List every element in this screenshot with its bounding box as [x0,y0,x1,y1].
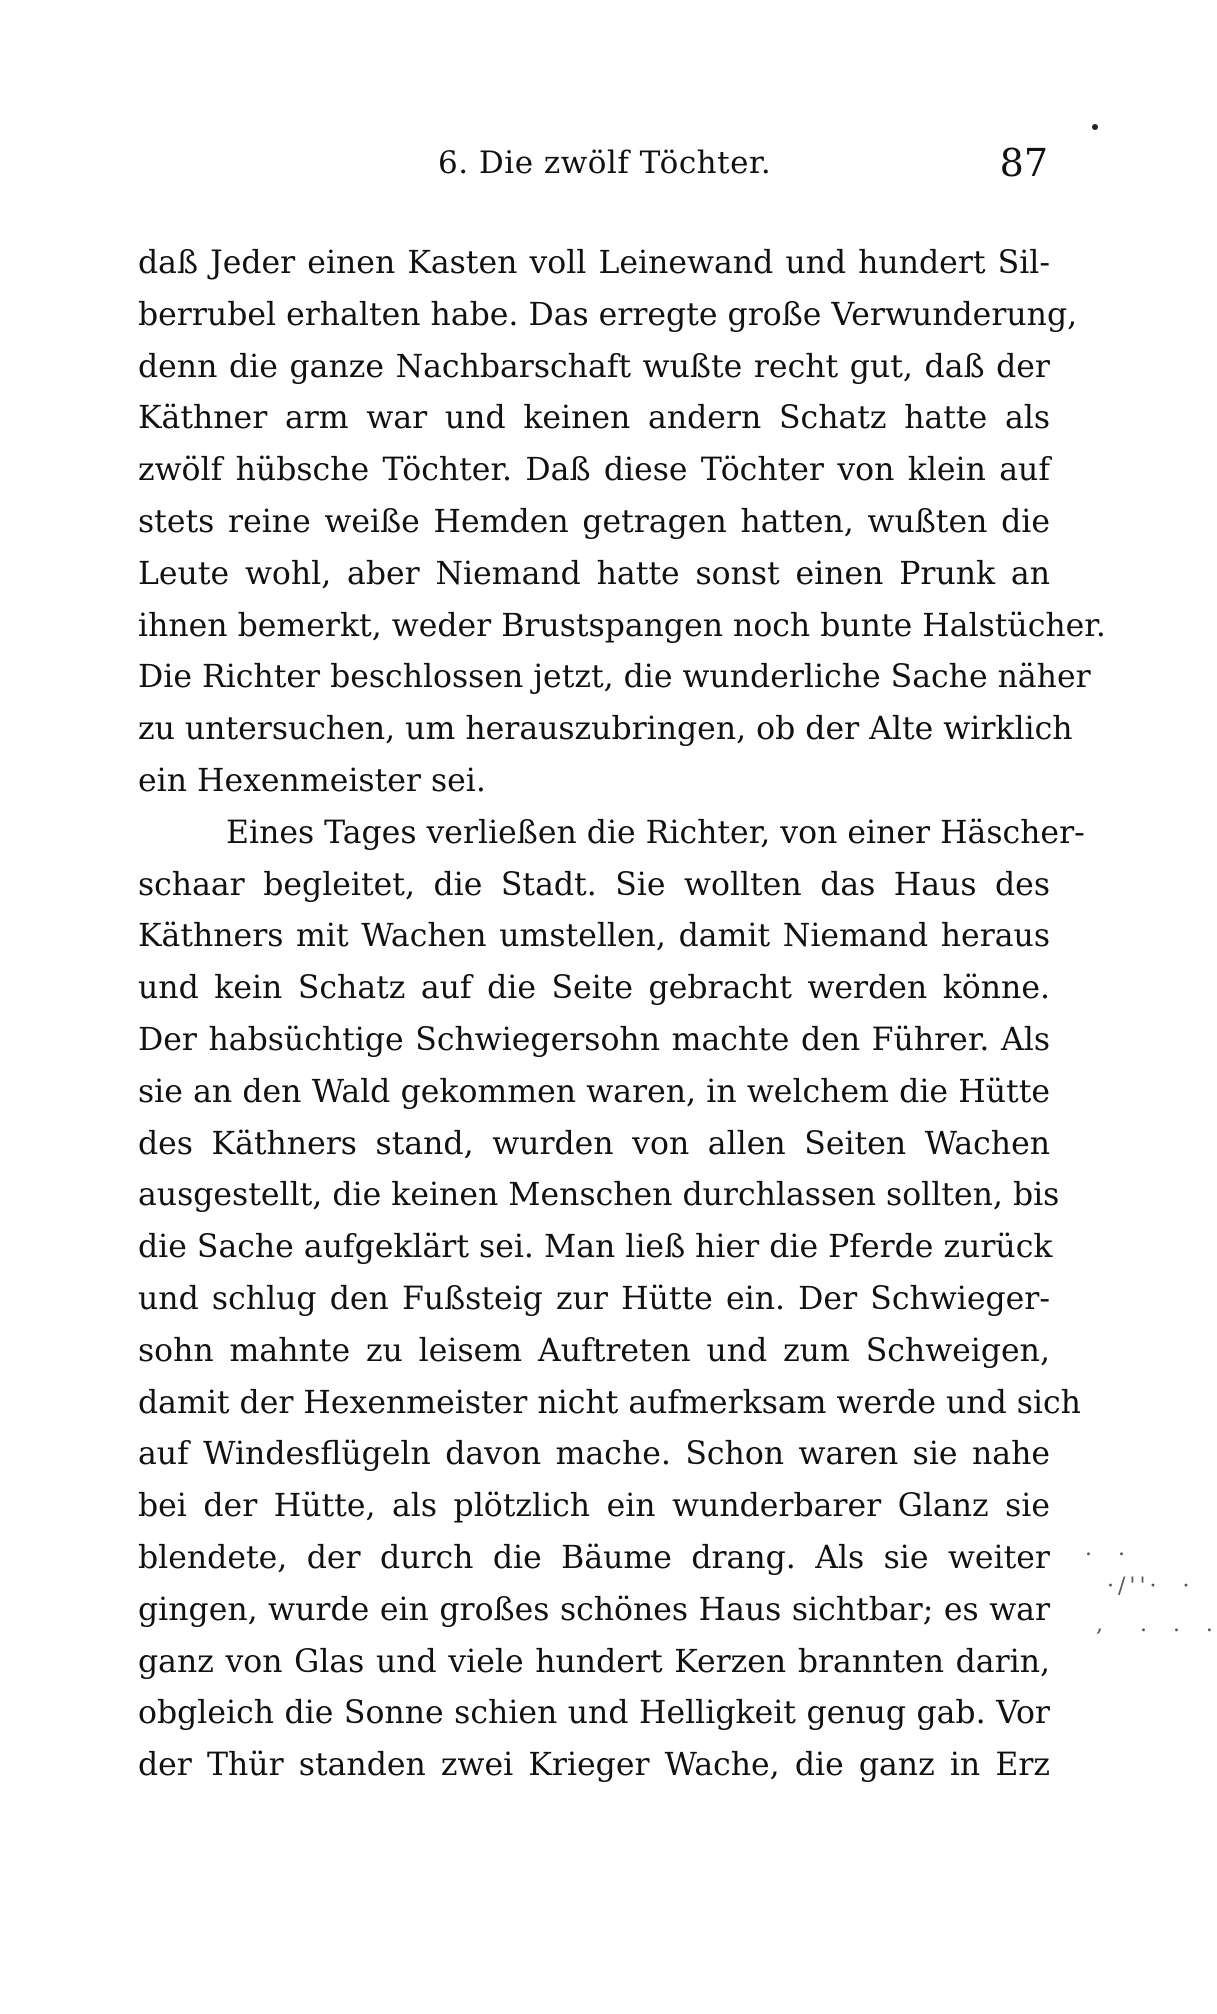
text-line: daß Jeder einen Kasten voll Leinewand und hundert Sil- [138,245,1050,281]
text-line: Die Richter beschlossen jetzt, die wunderliche Sache näher [138,659,1091,696]
text-line: Käthners mit Wachen umstellen, damit Niemand heraus [138,918,1050,955]
running-title: 6. Die zwölf Töchter. [438,145,772,181]
text-line: der Thür standen zwei Krieger Wache, die ganz in Erz [138,1747,1050,1784]
text-line: stets reine weiße Hemden getragen hatten, wußten die [138,503,1050,540]
text-line: sohn mahnte zu leisem Auftreten und zum Schweigen, [138,1332,1050,1369]
body-text [138,238,1106,1792]
text-line: bei der Hütte, als plötzlich ein wunderbarer Glanz sie [138,1488,1050,1525]
text-line: denn die ganze Nachbarschaft wußte recht gut, daß der [138,348,1050,385]
text-line: auf Windesflügeln davon mache. Schon waren sie nahe [138,1436,1050,1473]
text-line: ein Hexenmeister sei. [138,762,486,799]
text-line: die Sache aufgeklärt sei. Man ließ hier die Pferde zurück [138,1229,1053,1266]
text-line: und schlug den Fußsteig zur Hütte ein. Der Schwieger- [138,1280,1050,1317]
text-line: damit der Hexenmeister nicht aufmerksam werde und sich [138,1384,1081,1421]
text-line: blendete, der durch die Bäume drang. Als sie weiter [138,1539,1050,1576]
text-line: berrubel erhalten habe. Das erregte große Verwunderung, [138,296,1078,333]
margin-marks: . . ·/''· · , . . . [1085,1536,1217,1637]
text-line: des Käthners stand, wurden von allen Seiten Wachen [138,1125,1050,1162]
text-line: zu untersuchen, um herauszubringen, ob der Alte wirklich [138,711,1073,748]
text-line: Leute wohl, aber Niemand hatte sonst einen Prunk an [138,555,1050,592]
text-line: ganz von Glas und viele hundert Kerzen brannten darin, [138,1643,1050,1680]
text-line: und kein Schatz auf die Seite gebracht werden könne. [138,970,1050,1007]
text-line: schaar begleitet, die Stadt. Sie wollten das Haus des [138,866,1050,903]
page-header [138,141,1048,205]
text-line: gingen, wurde ein großes schönes Haus sichtbar; es war [138,1591,1050,1628]
text-line: Der habsüchtige Schwiegersohn machte den Führer. Als [138,1021,1050,1058]
page-number: 87 [999,141,1048,185]
text-line: Eines Tages verließen die Richter, von einer Häscher- [226,814,1085,851]
text-line: ausgestellt, die keinen Menschen durchlassen sollten, bis [138,1177,1060,1214]
text-line: sie an den Wald gekommen waren, in welchem die Hütte [138,1073,1050,1110]
text-line: ihnen bemerkt, weder Brustspangen noch bunte Halstücher. [138,607,1106,644]
paragraph [138,808,1085,1792]
text-line: obgleich die Sonne schien und Helligkeit genug gab. Vor [138,1695,1050,1732]
text-line: Käthner arm war und keinen andern Schatz hatte als [138,400,1050,437]
ink-speck [1092,124,1098,130]
text-line: zwölf hübsche Töchter. Daß diese Töchter von klein auf [138,452,1050,489]
paragraph [138,238,1106,808]
